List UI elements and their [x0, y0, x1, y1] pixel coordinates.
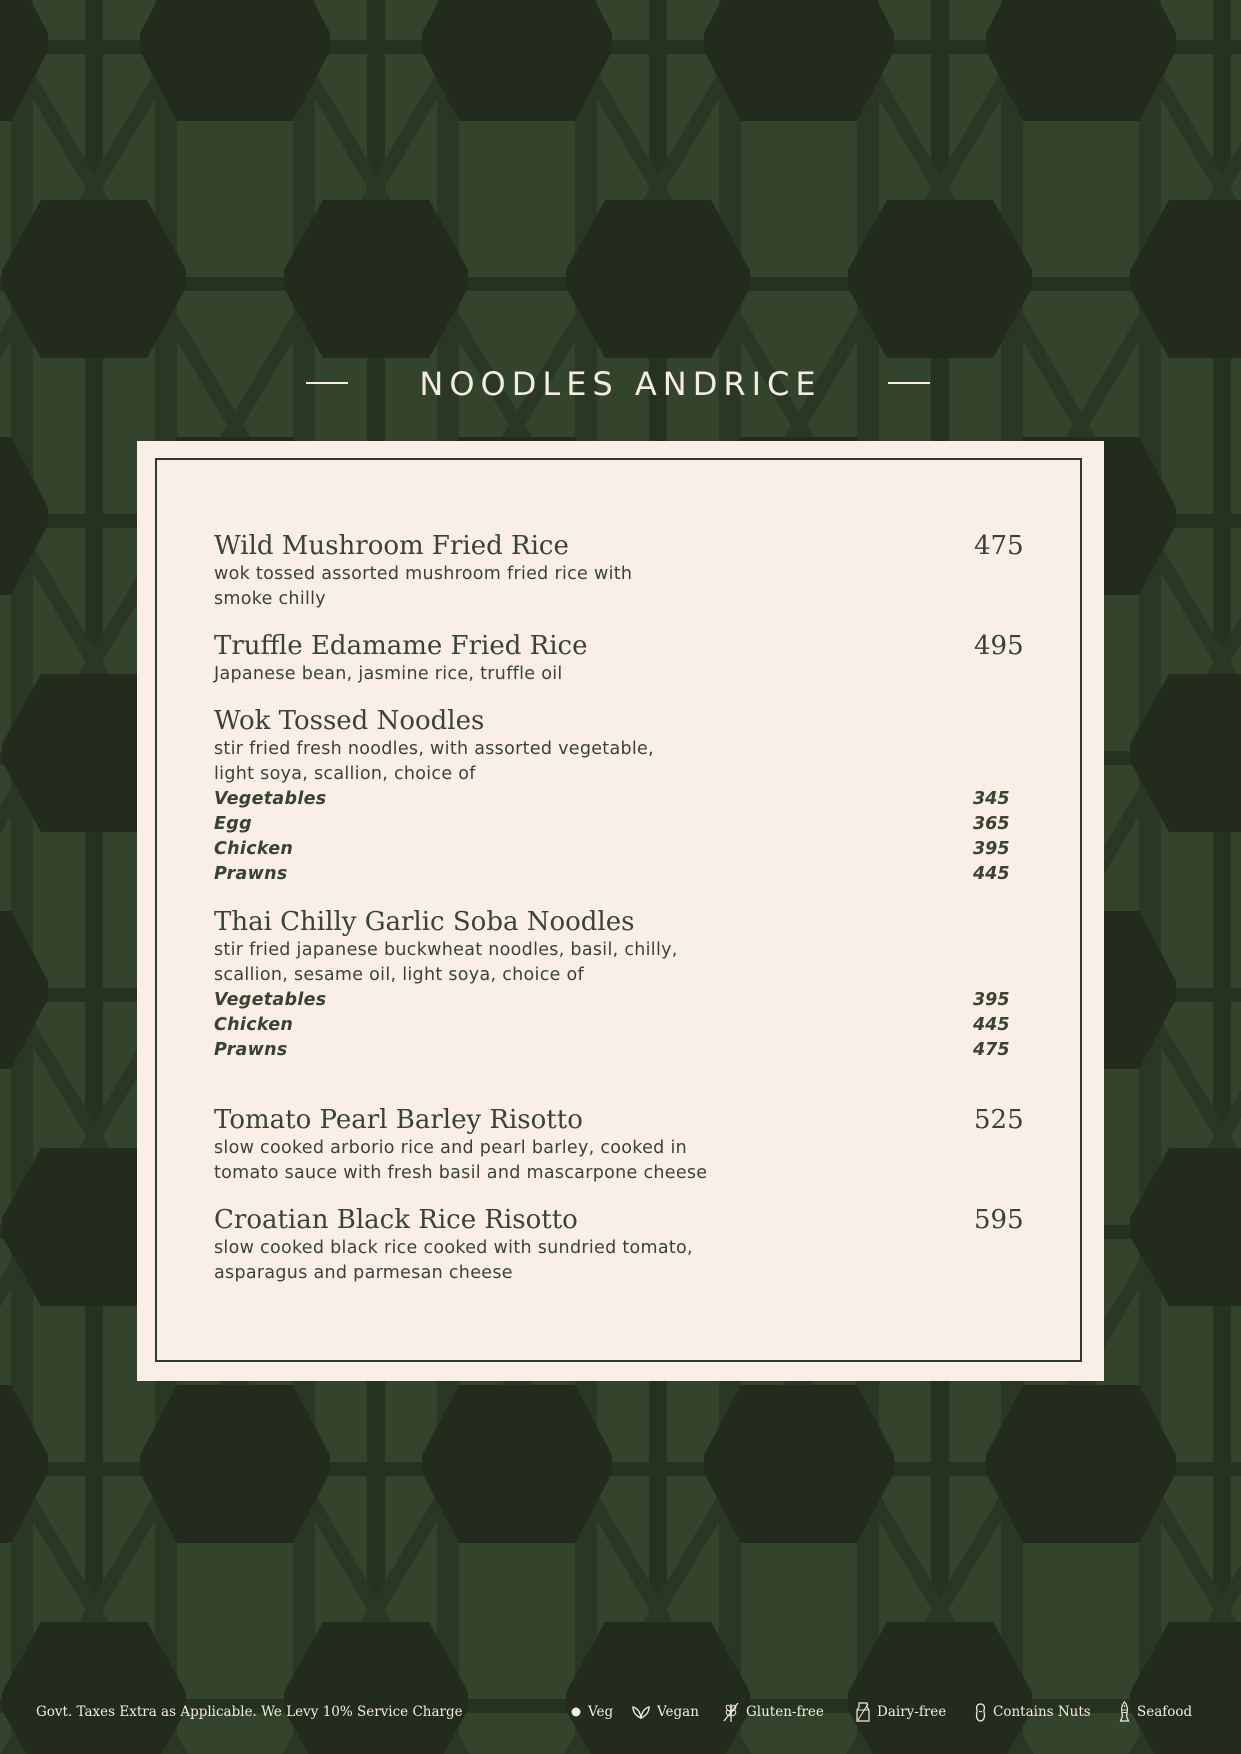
- menu-item-price: 595: [974, 1205, 1024, 1235]
- menu-option: [214, 787, 1050, 812]
- heading-rule-right: [888, 382, 930, 384]
- legend-label: Seafood: [1137, 1704, 1193, 1720]
- dairy-free-carton-icon: [856, 1702, 870, 1722]
- menu-item-name: Croatian Black Rice Risotto: [214, 1205, 578, 1235]
- option-price: 365: [973, 814, 1010, 834]
- option-price: 345: [973, 789, 1010, 809]
- menu-option: [214, 1013, 1050, 1038]
- description-line: light soya, scallion, choice of: [214, 764, 476, 784]
- nut-icon: [975, 1703, 986, 1722]
- legend-contains-nuts: [975, 1700, 1091, 1724]
- legend-vegan: [632, 1700, 699, 1724]
- option-price: 445: [973, 1015, 1010, 1035]
- menu-item-description: [214, 1136, 774, 1186]
- vegan-leaf-icon: [632, 1705, 650, 1719]
- option-label: Chicken: [214, 839, 294, 859]
- veg-dot-icon: [571, 1707, 581, 1717]
- menu-item: [214, 705, 1050, 895]
- menu-option: [214, 837, 1050, 862]
- menu-item-name: Thai Chilly Garlic Soba Noodles: [214, 907, 635, 937]
- option-price: 395: [973, 839, 1010, 859]
- page-title: NOODLES ANDRICE: [419, 365, 822, 403]
- menu-item: [214, 1204, 1050, 1294]
- menu-item: [214, 1104, 1050, 1194]
- option-price: 395: [973, 990, 1010, 1010]
- menu-option: [214, 988, 1050, 1013]
- legend-label: Dairy-free: [877, 1704, 947, 1720]
- option-label: Prawns: [214, 1040, 288, 1060]
- option-label: Chicken: [214, 1015, 294, 1035]
- menu-item: [214, 530, 1050, 620]
- menu-item-price: 525: [974, 1105, 1024, 1135]
- legend-label: Veg: [588, 1704, 614, 1720]
- description-line: smoke chilly: [214, 589, 326, 609]
- menu-option: [214, 1038, 1050, 1063]
- menu-option: [214, 862, 1050, 887]
- legend-veg: [571, 1700, 613, 1724]
- option-label: Vegetables: [214, 990, 327, 1010]
- menu-item-name: Truffle Edamame Fried Rice: [214, 631, 588, 661]
- menu-item-name: Wild Mushroom Fried Rice: [214, 531, 569, 561]
- menu-item-name: Tomato Pearl Barley Risotto: [214, 1105, 583, 1135]
- section-heading: [0, 362, 1241, 406]
- option-label: Prawns: [214, 864, 288, 884]
- footer-tax-note: Govt. Taxes Extra as Applicable. We Levy 10% Service Charge: [36, 1704, 463, 1720]
- legend-gluten-free: [723, 1700, 824, 1724]
- menu-item-name: Wok Tossed Noodles: [214, 706, 485, 736]
- description-line: asparagus and parmesan cheese: [214, 1263, 513, 1283]
- description-line: scallion, sesame oil, light soya, choice of: [214, 965, 585, 985]
- menu-item-description: [214, 938, 774, 988]
- fish-icon: [1119, 1701, 1130, 1723]
- legend-label: Gluten-free: [746, 1704, 824, 1720]
- menu-item-price: 475: [974, 531, 1024, 561]
- description-line: stir fried fresh noodles, with assorted vegetable,: [214, 739, 654, 759]
- menu-card: [137, 441, 1104, 1381]
- menu-item: [214, 906, 1050, 1071]
- menu-item-price: 495: [974, 631, 1024, 661]
- description-line: wok tossed assorted mushroom fried rice with: [214, 564, 633, 584]
- legend-label: Contains Nuts: [993, 1704, 1091, 1720]
- menu-item-description: [214, 662, 774, 687]
- description-line: slow cooked black rice cooked with sundried tomato,: [214, 1238, 693, 1258]
- description-line: slow cooked arborio rice and pearl barley, cooked in: [214, 1138, 687, 1158]
- option-price: 445: [973, 864, 1010, 884]
- description-line: Japanese bean, jasmine rice, truffle oil: [214, 664, 563, 684]
- menu-option: [214, 812, 1050, 837]
- menu-item: [214, 630, 1050, 695]
- legend-dairy-free: [856, 1700, 946, 1724]
- legend-seafood: [1119, 1700, 1192, 1724]
- legend-label: Vegan: [657, 1704, 699, 1720]
- gluten-free-wheat-icon: [723, 1701, 739, 1723]
- description-line: stir fried japanese buckwheat noodles, basil, chilly,: [214, 940, 678, 960]
- option-label: Egg: [214, 814, 252, 834]
- menu-item-description: [214, 737, 774, 787]
- menu-item-description: [214, 1236, 774, 1286]
- option-price: 475: [973, 1040, 1010, 1060]
- menu-item-description: [214, 562, 774, 612]
- option-label: Vegetables: [214, 789, 327, 809]
- description-line: tomato sauce with fresh basil and mascarpone cheese: [214, 1163, 708, 1183]
